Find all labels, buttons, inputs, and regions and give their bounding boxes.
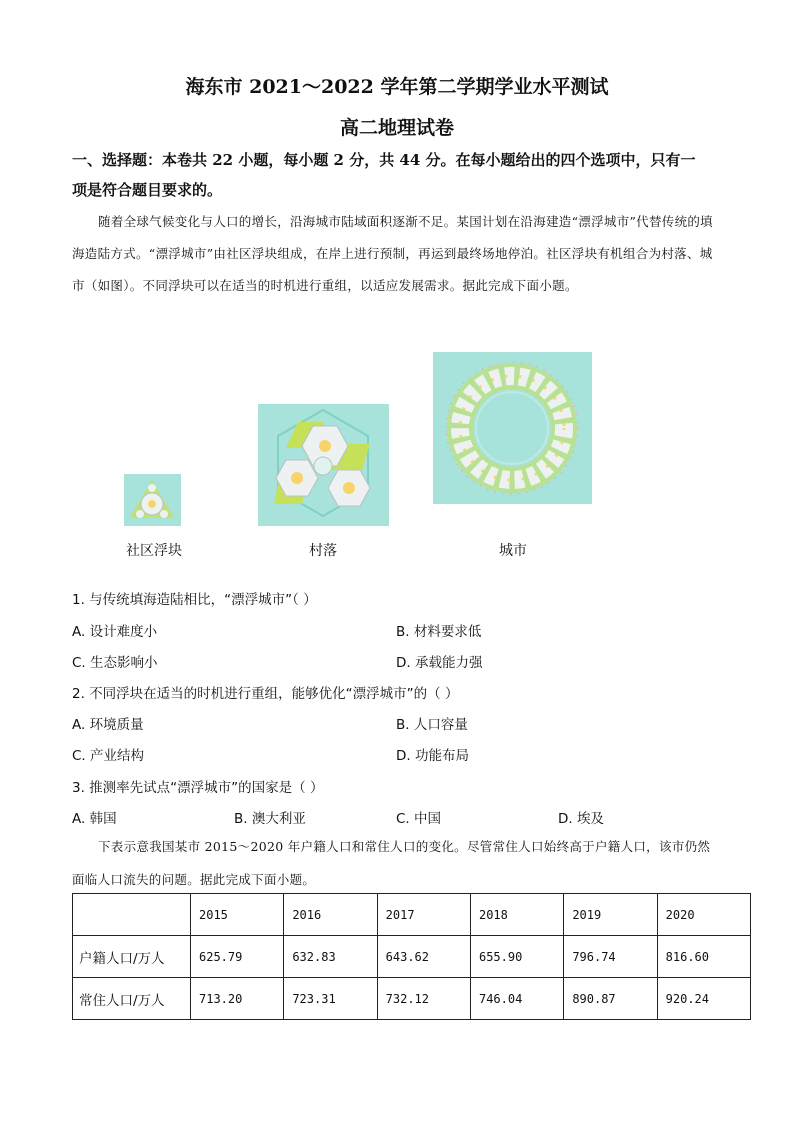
table-cell: 2019 xyxy=(564,894,657,936)
table-row xyxy=(73,936,751,978)
question-2-stem: 2. 不同浮块在适当的时机进行重组，能够优化“漂浮城市”的（ ） xyxy=(72,686,459,702)
passage-floating-city: 随着全球气候变化与人口的增长，沿海城市陆域面积逐渐不足。某国计划在沿海建造“漂浮城市”代替传统的填海造陆方式。“漂浮城市”由社区浮块组成，在岸上进行预制，再运到最终场地停泊。社区浮块有机组合为村落、城市（如图）。不同浮块可以在适当的时机进行重组，以适应发展需求。据此完成下面小题。 xyxy=(72,214,713,293)
city-image xyxy=(433,352,592,504)
question-1-option-b[interactable]: B. 材料要求低 xyxy=(396,624,482,640)
question-2-option-c[interactable]: C. 产业结构 xyxy=(72,748,145,764)
question-2-option-b[interactable]: B. 人口容量 xyxy=(396,717,468,733)
passage-population: 下表示意我国某市 2015～2020 年户籍人口和常住人口的变化。尽管常住人口始终高于户籍人口，该市仍然面临人口流失的问题。据此完成下面小题。 xyxy=(72,839,711,887)
question-3-option-d[interactable]: D. 埃及 xyxy=(558,811,604,827)
question-1-option-c[interactable]: C. 生态影响小 xyxy=(72,655,158,671)
table-cell: 890.87 xyxy=(564,978,657,1020)
community-module-image xyxy=(124,474,181,526)
question-3-stem: 3. 推测率先试点“漂浮城市”的国家是（ ） xyxy=(72,780,324,796)
table-cell: 2015 xyxy=(191,894,284,936)
table-cell: 713.20 xyxy=(191,978,284,1020)
question-3-option-a[interactable]: A. 韩国 xyxy=(72,811,117,827)
question-3-option-c[interactable]: C. 中国 xyxy=(396,811,442,827)
table-cell: 2020 xyxy=(657,894,750,936)
table-cell: 816.60 xyxy=(657,936,750,978)
table-cell: 920.24 xyxy=(657,978,750,1020)
table-cell: 632.83 xyxy=(284,936,377,978)
caption-community-module: 社区浮块 xyxy=(126,543,182,559)
table-cell: 796.74 xyxy=(564,936,657,978)
caption-city: 城市 xyxy=(499,543,527,559)
section-heading xyxy=(72,145,732,205)
question-1-stem: 1. 与传统填海造陆相比，“漂浮城市”（ ） xyxy=(72,592,317,608)
section-heading-line1: 一、选择题：本卷共 22 小题，每小题 2 分，共 44 分。在每小题给出的四个选项中，只有一 xyxy=(72,151,696,169)
community-module-drawing xyxy=(124,474,181,526)
table-cell: 2017 xyxy=(377,894,470,936)
question-2-option-d[interactable]: D. 功能布局 xyxy=(396,748,469,764)
table-cell: 732.12 xyxy=(377,978,470,1020)
city-drawing xyxy=(433,352,592,504)
population-table xyxy=(72,893,751,1020)
exam-subtitle: 高二地理试卷 xyxy=(339,117,454,139)
table-cell: 户籍人口/万人 xyxy=(73,936,191,978)
table-cell: 625.79 xyxy=(191,936,284,978)
section-heading-line2: 项是符合题目要求的。 xyxy=(72,181,223,199)
table-cell: 2016 xyxy=(284,894,377,936)
table-header-row xyxy=(73,894,751,936)
table-cell: 643.62 xyxy=(377,936,470,978)
village-image xyxy=(258,404,389,526)
table-cell: 655.90 xyxy=(470,936,563,978)
question-2-option-a[interactable]: A. 环境质量 xyxy=(72,717,144,733)
table-cell: 746.04 xyxy=(470,978,563,1020)
table-cell: 常住人口/万人 xyxy=(73,978,191,1020)
table-cell xyxy=(73,894,191,936)
question-3-option-b[interactable]: B. 澳大利亚 xyxy=(234,811,306,827)
table-cell: 723.31 xyxy=(284,978,377,1020)
exam-title: 海东市 2021～2022 学年第二学期学业水平测试 xyxy=(185,76,609,98)
caption-village: 村落 xyxy=(309,543,337,559)
question-1-option-d[interactable]: D. 承载能力强 xyxy=(396,655,483,671)
table-cell: 2018 xyxy=(470,894,563,936)
village-drawing xyxy=(258,404,389,526)
question-1-option-a[interactable]: A. 设计难度小 xyxy=(72,624,158,640)
table-row xyxy=(73,978,751,1020)
